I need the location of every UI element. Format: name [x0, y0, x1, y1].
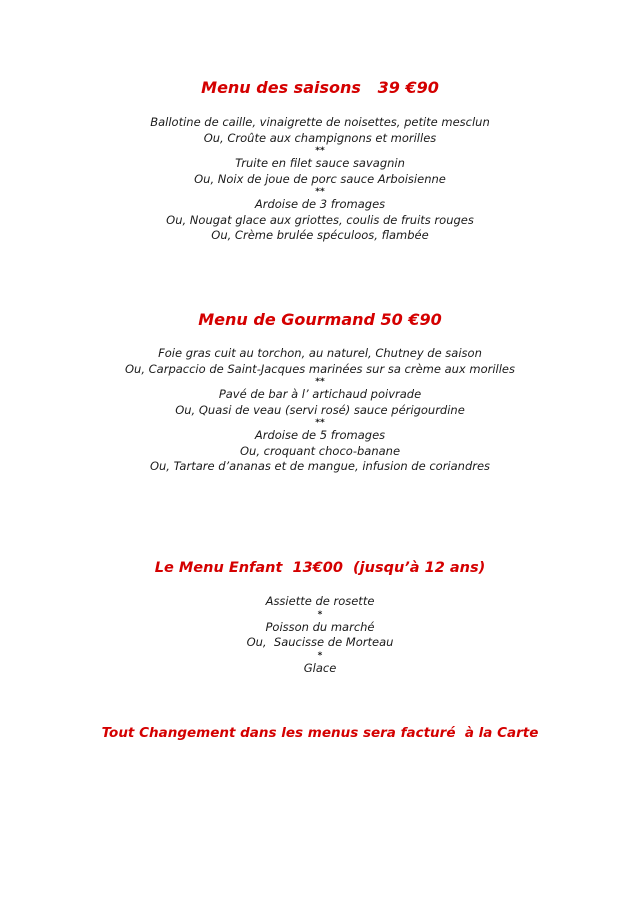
dish-line: Ou, Crème brulée spéculoos, flambée — [211, 228, 429, 242]
dish-line: Ou, Carpaccio de Saint-Jacques marinées sur sa crème aux morilles — [124, 361, 516, 376]
menu-saisons-items — [0, 115, 640, 244]
dish-line: Ou, croquant choco-banane — [239, 443, 401, 458]
course-separator: ** — [315, 146, 325, 156]
dish-line: Glace — [303, 660, 337, 675]
course-separator: ** — [315, 377, 325, 387]
dish-line: Ou, Nougat glace aux griottes, coulis de fruits rouges — [166, 212, 474, 227]
dish-line: Ou, Tartare d’ananas et de mangue, infusion de coriandres — [149, 459, 491, 473]
course-separator: * — [317, 650, 323, 661]
dish-line: Truite en filet sauce savagnin — [235, 156, 405, 170]
dish-line: Ou, Saucisse de Morteau — [246, 635, 394, 649]
course-separator: ** — [315, 418, 325, 428]
dish-line: Ou, Noix de joue de porc sauce Arboisienne — [194, 171, 446, 186]
menu-enfant-title — [0, 558, 640, 578]
dish-line: Ardoise de 3 fromages — [254, 197, 386, 211]
course-separator: ** — [315, 187, 325, 197]
footer-note: Tout Changement dans les menus sera facturé à la Carte — [101, 725, 539, 741]
menu-saisons-title — [0, 78, 640, 98]
menu-gourmand-title — [0, 310, 640, 330]
footer-note-block — [0, 724, 640, 742]
dish-line: Pavé de bar à l’ artichaud poivrade — [218, 387, 422, 401]
dish-line: Ardoise de 5 fromages — [254, 428, 386, 442]
dish-line: Poisson du marché — [265, 619, 375, 634]
menu-enfant-items — [0, 594, 640, 676]
dish-line: Ballotine de caille, vinaigrette de noisettes, petite mesclun — [150, 115, 490, 129]
dish-line: Ou, Croûte aux champignons et morilles — [203, 130, 437, 145]
menu-title: Le Menu Enfant 13€00 (jusqu’à 12 ans) — [154, 560, 486, 576]
course-separator: * — [317, 609, 323, 620]
menu-gourmand-items — [0, 346, 640, 475]
dish-line: Ou, Quasi de veau (servi rosé) sauce périgourdine — [175, 402, 465, 417]
menu-title: Menu des saisons 39 €90 — [201, 78, 439, 97]
dish-line: Foie gras cuit au torchon, au naturel, Chutney de saison — [158, 346, 482, 360]
menu-title: Menu de Gourmand 50 €90 — [198, 310, 442, 329]
dish-line: Assiette de rosette — [265, 594, 375, 608]
